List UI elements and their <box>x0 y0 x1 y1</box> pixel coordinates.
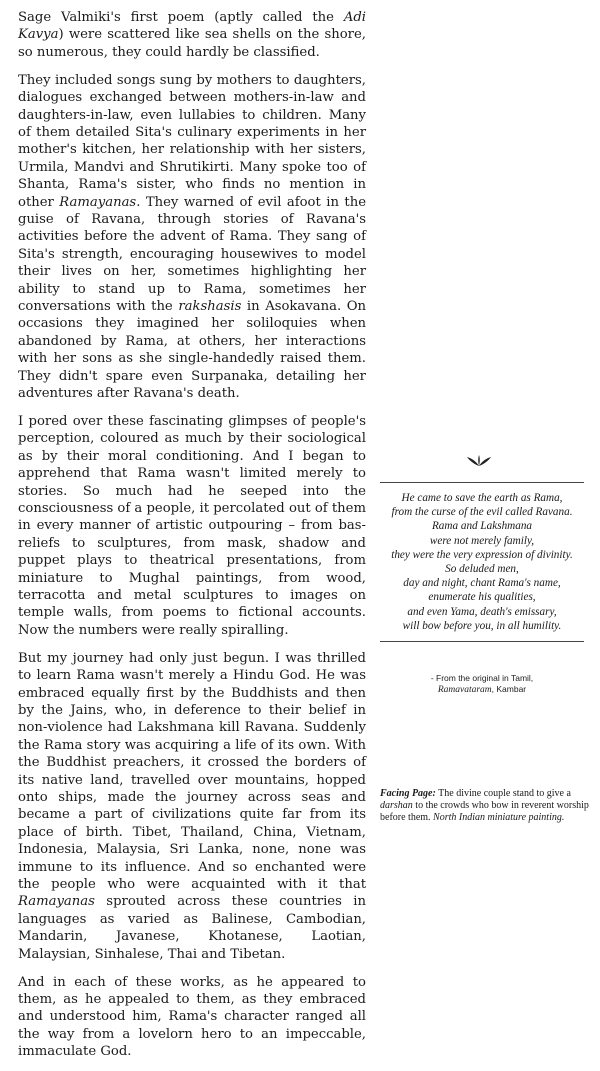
verse-line: enumerate his qualities, <box>428 591 536 604</box>
caption-lead: Facing Page: <box>380 788 436 799</box>
body-paragraph <box>18 413 366 639</box>
verse-line: He came to save the earth as Rama, <box>401 492 563 504</box>
main-text-column <box>18 9 366 1071</box>
verse-line: they were the very expression of divinity. <box>391 548 573 561</box>
paragraph-text: . They warned of evil afoot in the guise of Ravana, through stories of Ravana's activities before the advent of Rama. They sang of Sita's strength, encouraging housewives to model their lives on her, sometimes highlighting her ability to stand up to Rama, sometimes her conversations with the <box>18 194 366 314</box>
verse-attribution <box>380 673 584 696</box>
italic-term: rakshasis <box>178 299 242 314</box>
verse-line: from the curse of the evil called Ravana. <box>391 506 573 519</box>
caption-body-2: to the crowds who bow in reverent worship before them. <box>380 800 589 823</box>
verse-line: Rama and Lakshmana <box>431 520 533 533</box>
paragraph-text: sprouted across these countries in languages as varied as Balinese, Cambodian, Mandarin, Javanese, Khotanese, Laotian, Malaysian, Sinhalese, Thai and Tibetan. <box>18 894 366 962</box>
body-paragraph <box>18 9 366 61</box>
paragraph-text: And in each of these works, as he appeared to them, as he appealed to them, as they embraced and understood him, Rama's character ranged all the way from a lovelorn hero to an impeccable, immaculate God. <box>18 974 366 1060</box>
paragraph-text: But my journey had only just begun. I was thrilled to learn Rama wasn't merely a Hindu God. He was embraced equally first by the Buddhists and then by the Jains, who, in deference to their belief in non-violence had Lakshmana kill Ravana. Suddenly the Rama story was acquiring a life of its own. With the Buddhist preachers, it crossed the borders of its native land, travelled over mountains, hopped onto ships, made the journey across seas and became a part of civilizations quite far from its place of birth. Tibet, Thailand, China, Vietnam, Indonesia, Malaysia, Sri Lanka, none, none was immune to its influence. And so enchanted were the people who were acquainted with it that <box>18 650 366 892</box>
attribution-author: , Kambar <box>491 684 527 694</box>
verse-line: were not merely family, <box>429 534 535 547</box>
paragraph-text: ) were scattered like sea shells on the shore, so numerous, they could hardly be classified. <box>18 27 366 60</box>
caption-darshan: darshan <box>380 800 413 811</box>
italic-term: Ramayanas <box>59 194 137 210</box>
attribution-source: Ramavataram <box>437 685 492 695</box>
attribution-source-line <box>380 684 584 696</box>
verse-line: will bow before you, in all humility. <box>402 619 562 632</box>
paragraph-text: They included songs sung by mothers to daughters, dialogues exchanged between mothers-in-law and daughters-in-law, even lullabies to children. Many of them detailed Sita's culinary experiments in her mother's kitchen, her relationship with her sisters, Urmila, Mandvi and Shrutikirti. Many spoke too of Shanta, Rama's sister, who finds no mention in other <box>18 72 366 210</box>
italic-term: Ramayanas <box>18 894 95 910</box>
body-paragraph <box>18 650 366 963</box>
verse-quote <box>380 482 584 642</box>
italic-term: Adi Kavya <box>18 10 366 43</box>
paragraph-text: I pored over these fascinating glimpses of people's perception, coloured as much by their sociological as by their moral conditioning. And I began to apprehend that Rama wasn't limited merely to stories. So much had he seeped into the consciousness of a people, it percolated out of them in every manner of artistic outpouring – from bas-reliefs to sculptures, from mask, shadow and puppet plays to theatrical presentations, from miniature to Mughal paintings, from wood, terracotta and metal sculptures to images on temple walls, from poems to fictional accounts. Now the numbers were really spiralling. <box>18 413 366 638</box>
paragraph-text: Sage Valmiki's first poem (aptly called the <box>18 10 344 25</box>
body-paragraph <box>18 974 366 1061</box>
caption-credit: North Indian miniature painting. <box>433 812 565 823</box>
body-paragraph <box>18 72 366 403</box>
facing-page-caption <box>380 788 590 824</box>
attribution-line: - From the original in Tamil, <box>430 673 534 683</box>
leaf-flourish-icon <box>466 454 492 468</box>
verse-line: So deluded men, <box>445 563 519 576</box>
verse-line: and even Yama, death's emissary, <box>407 605 557 618</box>
caption-body: The divine couple stand to give a <box>435 788 571 799</box>
paragraph-text: in Asokavana. On occasions they imagined her soliloquies when abandoned by Rama, at others, her interactions with her sons as she single-handedly raised them. They didn't spare even Surpanaka, detailing her adventures after Ravana's death. <box>18 299 366 402</box>
verse-line: day and night, chant Rama's name, <box>403 577 561 590</box>
